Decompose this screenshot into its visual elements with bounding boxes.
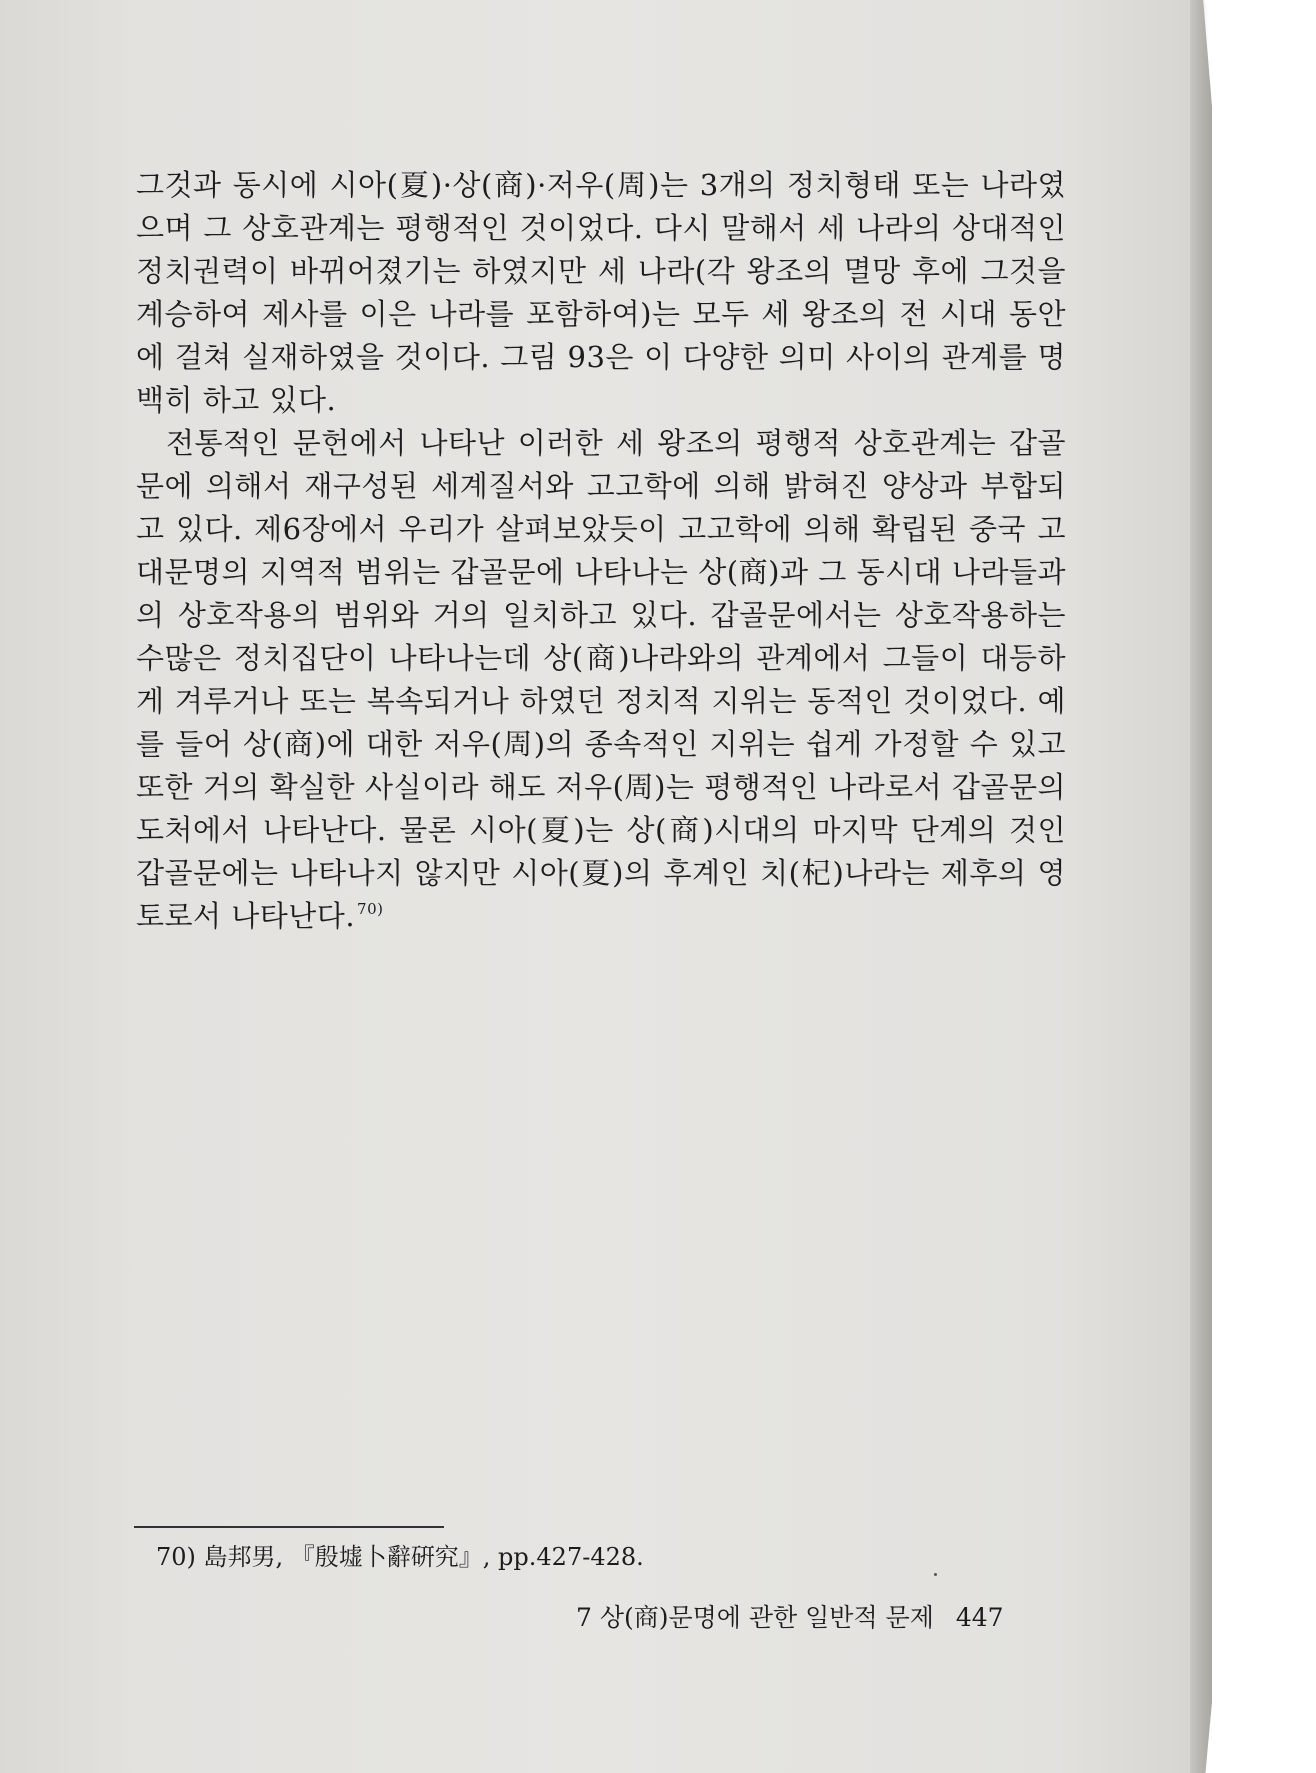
main-text bbox=[136, 164, 1066, 938]
page-number: 447 bbox=[955, 1603, 1004, 1632]
page-edge-shadow bbox=[1190, 0, 1212, 1773]
paragraph-2-text: 전통적인 문헌에서 나타난 이러한 세 왕조의 평행적 상호관계는 갑골문에 의해서 재구성된 세계질서와 고고학에 의해 밝혀진 양상과 부합되고 있다. 제6장에서 우리가 살펴보았듯이 고고학에 의해 확립된 중국 고대문명의 지역적 범위는 갑골문에 나타나는 상(商)과 그 동시대 나라들과의 상호작용의 범위와 거의 일치하고 있다. 갑골문에서는 상호작용하는 수많은 정치집단이 나타나는데 상(商)나라와의 관계에서 그들이 대등하게 겨루거나 또는 복속되거나 하였던 정치적 지위는 동적인 것이었다. 예를 들어 상(商)에 대한 저우(周)의 종속적인 지위는 쉽게 가정할 수 있고 또한 거의 확실한 사실이라 해도 저우(周)는 평행적인 나라로서 갑골문의 도처에서 나타난다. 물론 시아(夏)는 상(商)시대의 마지막 단계의 것인 갑골문에는 나타나지 않지만 시아(夏)의 후계인 치(杞)나라는 제후의 영토로서 나타난다. bbox=[136, 426, 1066, 933]
paragraph-2 bbox=[136, 422, 1066, 938]
paper-speck bbox=[934, 1573, 937, 1576]
running-title: 7 상(商)문명에 관한 일반적 문제 bbox=[576, 1603, 934, 1632]
footnote-divider bbox=[134, 1526, 444, 1528]
footnote-70: 70) 島邦男, 『殷墟卜辭硏究』, pp.427-428. bbox=[156, 1543, 644, 1571]
footnote-reference: 70) bbox=[357, 900, 384, 918]
running-footer bbox=[576, 1600, 1004, 1636]
paragraph-1: 그것과 동시에 시아(夏)·상(商)·저우(周)는 3개의 정치형태 또는 나라였으며 그 상호관계는 평행적인 것이었다. 다시 말해서 세 나라의 상대적인 정치권력이 바뀌어졌기는 하였지만 세 나라(각 왕조의 멸망 후에 그것을 계승하여 제사를 이은 나라를 포함하여)는 모두 세 왕조의 전 시대 동안에 걸쳐 실재하였을 것이다. 그림 93은 이 다양한 의미 사이의 관계를 명백히 하고 있다. bbox=[136, 168, 1066, 417]
